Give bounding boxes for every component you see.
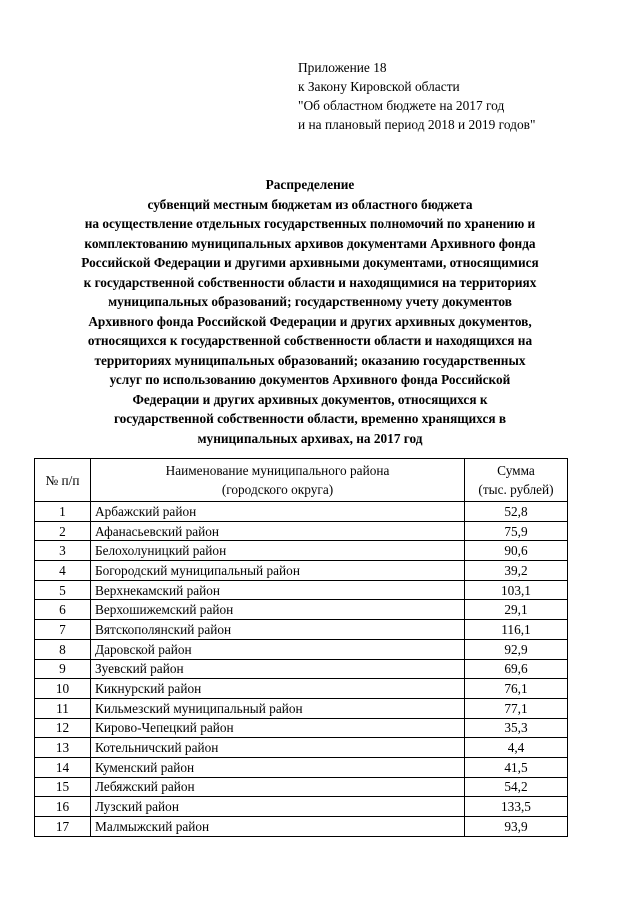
row-amount: 69,6 bbox=[465, 659, 568, 679]
table-row bbox=[35, 817, 568, 837]
row-amount: 93,9 bbox=[465, 817, 568, 837]
title-line: Федерации и других архивных документов, относящихся к bbox=[132, 391, 488, 407]
row-district-name: Белохолуницкий район bbox=[91, 541, 465, 561]
title-line: Российской Федерации и другими архивными документами, относящимися bbox=[81, 255, 539, 270]
row-district-name: Малмыжский район bbox=[91, 817, 465, 837]
table-row bbox=[35, 797, 568, 817]
table-row bbox=[35, 502, 568, 522]
row-district-name: Даровской район bbox=[91, 639, 465, 659]
row-amount: 103,1 bbox=[465, 580, 568, 600]
table-row bbox=[35, 580, 568, 600]
table-row bbox=[35, 659, 568, 679]
row-number: 17 bbox=[35, 817, 91, 837]
row-amount: 77,1 bbox=[465, 698, 568, 718]
row-amount: 92,9 bbox=[465, 639, 568, 659]
row-amount: 133,5 bbox=[465, 797, 568, 817]
row-district-name: Котельничский район bbox=[91, 738, 465, 758]
row-number: 13 bbox=[35, 738, 91, 758]
title-line: услуг по использованию документов Архивного фонда Российской bbox=[109, 372, 511, 387]
table-row bbox=[35, 620, 568, 640]
table-row bbox=[35, 639, 568, 659]
table-row bbox=[35, 561, 568, 581]
row-district-name: Лузский район bbox=[91, 797, 465, 817]
table-row bbox=[35, 738, 568, 758]
row-district-name: Вятскополянский район bbox=[91, 620, 465, 640]
header-sum: Сумма (тыс. рублей) bbox=[465, 459, 568, 502]
title-line: субвенций местным бюджетам из областного бюджета bbox=[147, 196, 473, 212]
row-district-name: Зуевский район bbox=[91, 659, 465, 679]
row-district-name: Богородский муниципальный район bbox=[91, 561, 465, 581]
row-number: 7 bbox=[35, 620, 91, 640]
title-line: комплектованию муниципальных архивов документами Архивного фонда bbox=[84, 235, 536, 251]
row-amount: 54,2 bbox=[465, 777, 568, 797]
row-amount: 76,1 bbox=[465, 679, 568, 699]
row-number: 10 bbox=[35, 679, 91, 699]
header-num: № п/п bbox=[35, 459, 91, 502]
table-row bbox=[35, 600, 568, 620]
title-line: Распределение bbox=[265, 177, 355, 192]
row-number: 6 bbox=[35, 600, 91, 620]
row-amount: 4,4 bbox=[465, 738, 568, 758]
row-amount: 52,8 bbox=[465, 502, 568, 522]
row-amount: 35,3 bbox=[465, 718, 568, 738]
row-number: 5 bbox=[35, 580, 91, 600]
row-district-name: Верхошижемский район bbox=[91, 600, 465, 620]
header-name: Наименование муниципального района (городского округа) bbox=[91, 459, 465, 502]
title-line: к государственной собственности области и находящимися на территориях bbox=[83, 274, 537, 290]
row-district-name: Верхнекамский район bbox=[91, 580, 465, 600]
row-district-name: Арбажский район bbox=[91, 502, 465, 522]
appendix-line: к Закону Кировской области bbox=[298, 79, 460, 94]
row-district-name: Лебяжский район bbox=[91, 777, 465, 797]
row-district-name: Кикнурский район bbox=[91, 679, 465, 699]
row-amount: 39,2 bbox=[465, 561, 568, 581]
row-district-name: Кирово-Чепецкий район bbox=[91, 718, 465, 738]
row-district-name: Куменский район bbox=[91, 757, 465, 777]
appendix-line: Приложение 18 bbox=[298, 60, 387, 75]
document-title bbox=[40, 175, 580, 448]
table-row bbox=[35, 541, 568, 561]
title-line: территориях муниципальных образований; оказанию государственных bbox=[94, 352, 526, 368]
row-number: 9 bbox=[35, 659, 91, 679]
title-line: относящихся к государственной собственности области и находящихся на bbox=[87, 333, 533, 348]
row-number: 2 bbox=[35, 521, 91, 541]
row-number: 15 bbox=[35, 777, 91, 797]
table-row bbox=[35, 679, 568, 699]
row-number: 3 bbox=[35, 541, 91, 561]
row-amount: 29,1 bbox=[465, 600, 568, 620]
title-line: на осуществление отдельных государственных полномочий по хранению и bbox=[84, 216, 536, 231]
table-row bbox=[35, 718, 568, 738]
table-row bbox=[35, 698, 568, 718]
row-number: 14 bbox=[35, 757, 91, 777]
row-number: 12 bbox=[35, 718, 91, 738]
row-amount: 41,5 bbox=[465, 757, 568, 777]
title-line: Архивного фонда Российской Федерации и других архивных документов, bbox=[88, 313, 532, 329]
row-amount: 116,1 bbox=[465, 620, 568, 640]
table-row bbox=[35, 521, 568, 541]
row-district-name: Афанасьевский район bbox=[91, 521, 465, 541]
appendix-header bbox=[298, 58, 628, 134]
title-line: государственной собственности области, временно хранящихся в bbox=[113, 411, 507, 426]
row-number: 8 bbox=[35, 639, 91, 659]
row-number: 11 bbox=[35, 698, 91, 718]
table-row bbox=[35, 777, 568, 797]
subvention-table bbox=[34, 458, 568, 837]
row-number: 1 bbox=[35, 502, 91, 522]
row-district-name: Кильмезский муниципальный район bbox=[91, 698, 465, 718]
title-line: муниципальных образований; государственному учету документов bbox=[108, 294, 512, 309]
row-number: 4 bbox=[35, 561, 91, 581]
row-amount: 75,9 bbox=[465, 521, 568, 541]
table-row bbox=[35, 757, 568, 777]
table-header-row bbox=[35, 459, 568, 502]
appendix-line: "Об областном бюджете на 2017 год bbox=[298, 98, 505, 113]
row-number: 16 bbox=[35, 797, 91, 817]
title-line: муниципальных архивах, на 2017 год bbox=[197, 430, 423, 446]
appendix-line: и на плановый период 2018 и 2019 годов" bbox=[298, 117, 536, 132]
row-amount: 90,6 bbox=[465, 541, 568, 561]
